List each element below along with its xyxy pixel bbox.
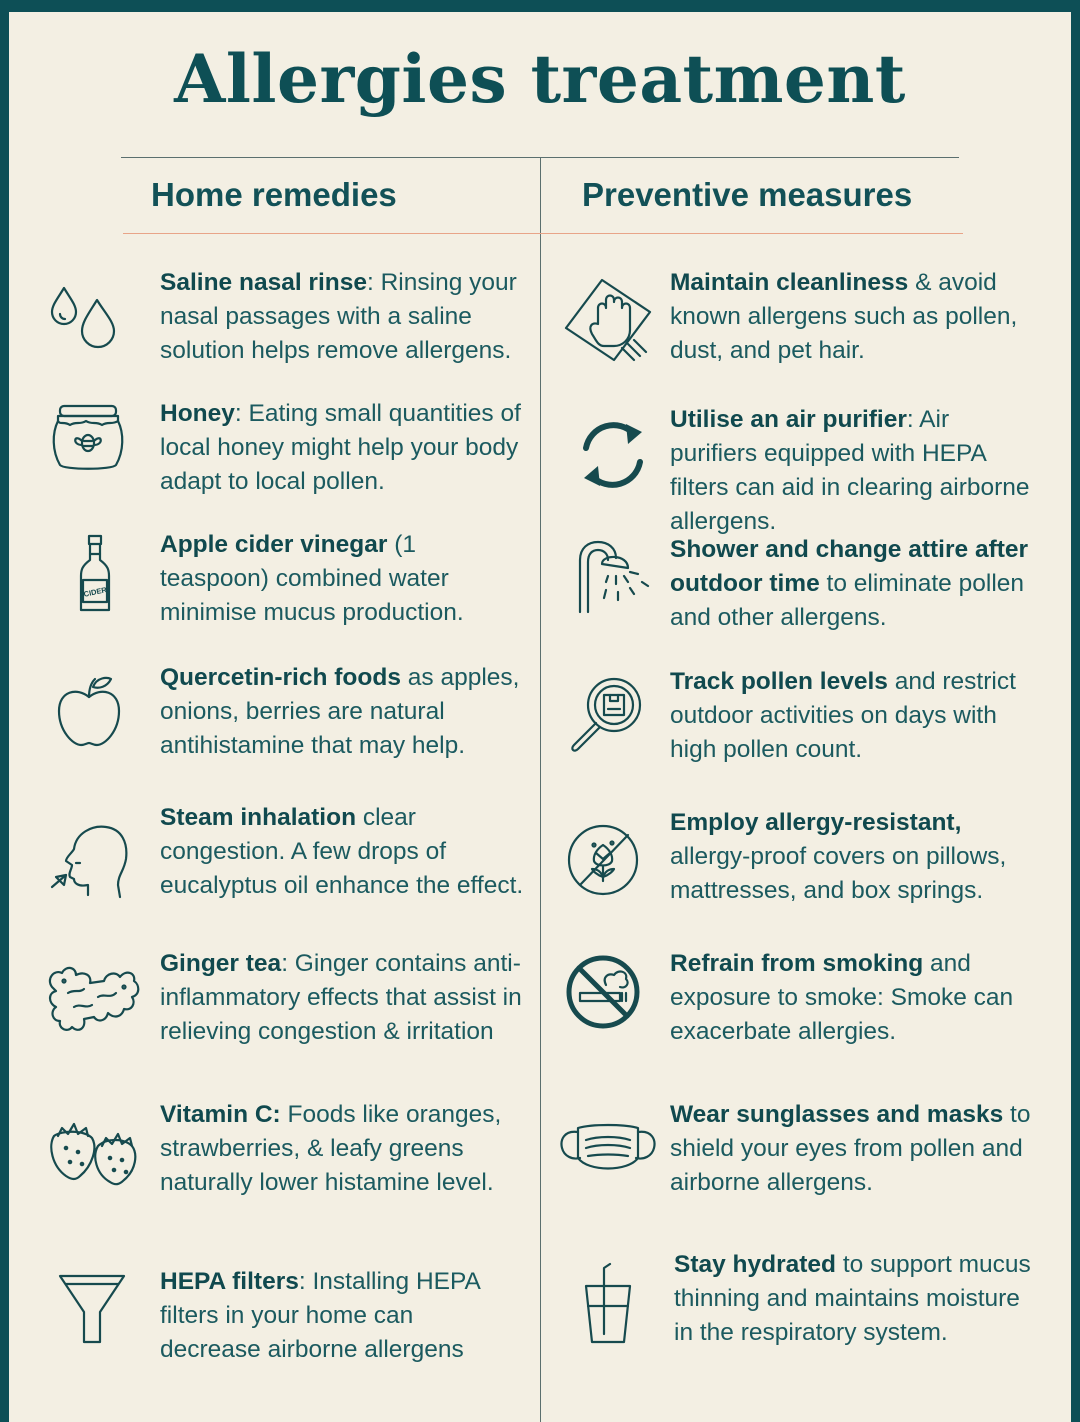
cider-label: CIDER: [82, 585, 108, 599]
prevent-item-covers: [670, 806, 1042, 908]
home-item-vitamin-c: [160, 1098, 532, 1200]
item-title: Steam inhalation: [160, 804, 357, 831]
face-mask-icon: [558, 1122, 658, 1182]
home-item-honey: [160, 397, 532, 499]
column-divider: [540, 158, 541, 1422]
item-text: : Ginger contains anti-inflammatory effects that assist in relieving congestion & irritation: [160, 950, 522, 1045]
refresh-arrows-icon: [576, 420, 650, 490]
prevent-item-hydrated: [674, 1248, 1044, 1350]
item-title: HEPA filters: [160, 1268, 299, 1295]
item-title: Wear sunglasses and masks: [670, 1101, 1004, 1128]
item-text: : Air purifiers equipped with HEPA filters can aid in clearing airborne allergens.: [670, 406, 1030, 535]
item-title: Honey: [160, 400, 235, 427]
filter-funnel-icon: [56, 1272, 128, 1346]
inhalation-head-icon: [48, 825, 132, 901]
item-title: Refrain from smoking: [670, 950, 924, 977]
item-title: Maintain cleanliness: [670, 269, 909, 296]
item-text: Foods like oranges, strawberries, & leafy greens naturally lower histamine level.: [160, 1101, 502, 1196]
prevent-item-air-purifier: [670, 403, 1040, 539]
item-title: Utilise an air purifier: [670, 406, 907, 433]
strawberries-icon: [46, 1118, 140, 1186]
no-flower-icon: [566, 823, 640, 897]
home-item-steam: [160, 801, 538, 903]
home-item-cider: [160, 528, 490, 630]
home-item-saline: [160, 266, 532, 368]
item-title: Shower and change attire after outdoor time: [670, 536, 1029, 597]
item-text: : Eating small quantities of local honey might help your body adapt to local pollen.: [160, 400, 521, 495]
cider-bottle-icon: [77, 534, 113, 614]
magnifier-icon: [566, 673, 648, 755]
item-title: Stay hydrated: [674, 1251, 837, 1278]
item-text: to shield your eyes from pollen and airborne allergens.: [670, 1101, 1031, 1196]
home-item-hepa: [160, 1265, 500, 1367]
item-text: : Rinsing your nasal passages with a saline solution helps remove allergens.: [160, 269, 517, 364]
honey-jar-icon: [50, 403, 126, 473]
ginger-root-icon: [44, 959, 144, 1033]
prevent-item-masks: [670, 1098, 1040, 1200]
apple-icon: [55, 673, 125, 749]
item-text: allergy-proof covers on pillows, mattresses, and box springs.: [670, 843, 1007, 904]
water-drops-icon: [48, 284, 124, 354]
item-title: Saline nasal rinse: [160, 269, 367, 296]
item-text: : Installing HEPA filters in your home can decrease airborne allergens: [160, 1268, 480, 1363]
item-text: to support mucus thinning and maintains moisture in the respiratory system.: [674, 1251, 1031, 1346]
prevent-item-shower: [670, 533, 1040, 635]
item-text: (1 teaspoon) combined water minimise mucus production.: [160, 531, 464, 626]
item-text: as apples, onions, berries are natural antihistamine that may help.: [160, 664, 520, 759]
subheading-divider: [123, 233, 963, 234]
no-smoking-icon: [566, 955, 640, 1029]
item-text: and restrict outdoor activities on days with high pollen count.: [670, 668, 1016, 763]
prevent-item-smoking: [670, 947, 1040, 1049]
item-title: Vitamin C:: [160, 1101, 281, 1128]
home-remedies-heading: Home remedies: [151, 176, 397, 213]
home-item-ginger: [160, 947, 532, 1049]
item-text: & avoid known allergens such as pollen, dust, and pet hair.: [670, 269, 1018, 364]
item-text: and exposure to smoke: Smoke can exacerbate allergies.: [670, 950, 1014, 1045]
item-title: Ginger tea: [160, 950, 282, 977]
item-text: clear congestion. A few drops of eucalyptus oil enhance the effect.: [160, 804, 524, 899]
item-title: Apple cider vinegar: [160, 531, 388, 558]
preventive-measures-heading: Preventive measures: [582, 176, 913, 213]
item-title: Track pollen levels: [670, 668, 888, 695]
home-item-quercetin: [160, 661, 532, 763]
page-title: Allergies treatment: [174, 40, 906, 118]
item-text: to eliminate pollen and other allergens.: [670, 570, 1025, 631]
cleaning-hand-icon: [562, 278, 656, 364]
item-title: Employ allergy-resistant,: [670, 809, 962, 836]
water-glass-icon: [582, 1262, 634, 1344]
prevent-item-cleanliness: [670, 266, 1040, 368]
prevent-item-pollen: [670, 665, 1020, 767]
item-title: Quercetin-rich foods: [160, 664, 401, 691]
shower-icon: [576, 540, 656, 614]
